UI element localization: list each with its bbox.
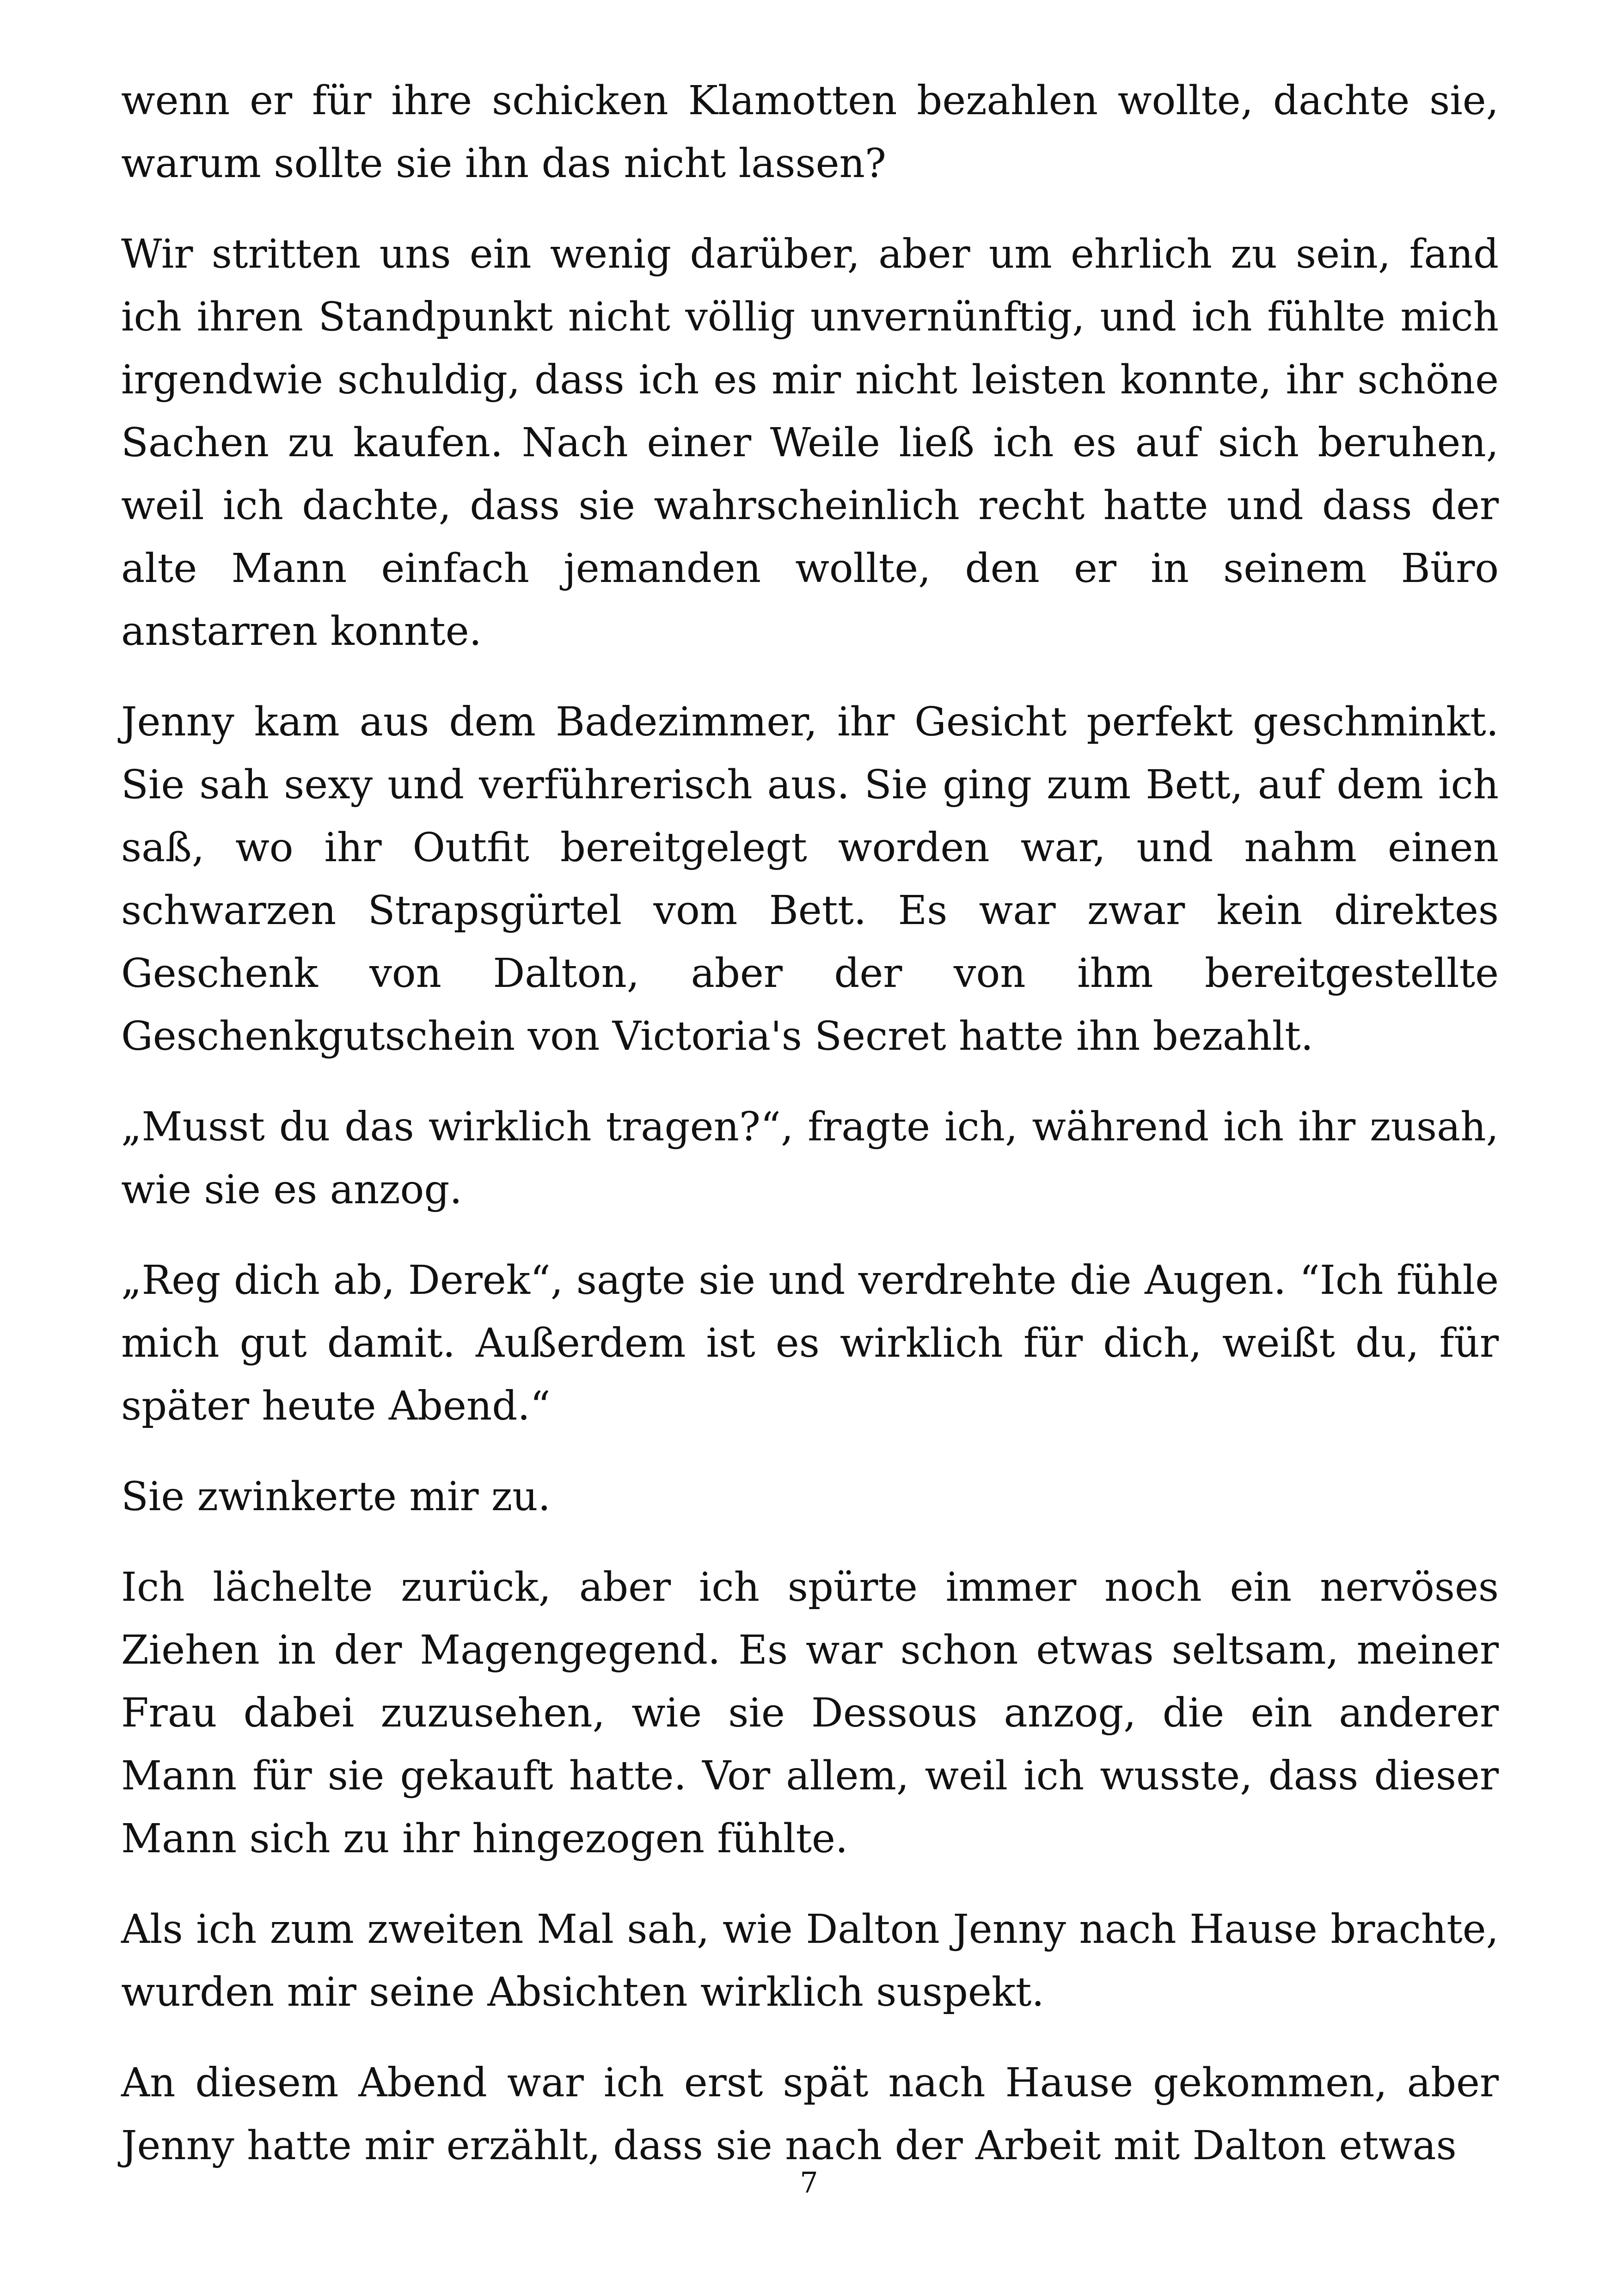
paragraph: „Reg dich ab, Derek“, sagte sie und verdrehte die Augen. “Ich fühle mich gut damit. Außerdem ist es wirklich für dich, weißt du, für später heute Abend.“ xyxy=(121,1257,1499,1429)
paragraph: Wir stritten uns ein wenig darüber, aber um ehrlich zu sein, fand ich ihren Standpunkt nicht völlig unvernünftig, und ich fühlte mich irgendwie schuldig, dass ich es mir nicht leisten konnte, ihr schöne Sachen zu kaufen. Nach einer Weile ließ ich es auf sich beruhen, weil ich dachte, dass sie wahrscheinlich recht hatte und dass der alte Mann einfach jemanden wollte, den er in seinem Büro anstarren konnte. xyxy=(121,231,1499,655)
paragraph: An diesem Abend war ich erst spät nach Hause gekommen, aber Jenny hatte mir erzählt, dass sie nach der Arbeit mit Dalton etwas xyxy=(121,2060,1499,2169)
page-number: 7 xyxy=(800,2166,818,2199)
paragraph: Sie zwinkerte mir zu. xyxy=(121,1474,551,1520)
paragraph: wenn er für ihre schicken Klamotten bezahlen wollte, dachte sie, warum sollte sie ihn das nicht lassen? xyxy=(121,78,1499,187)
paragraph: Als ich zum zweiten Mal sah, wie Dalton Jenny nach Hause brachte, wurden mir seine Absichten wirklich suspekt. xyxy=(121,1906,1499,2015)
paragraph: Ich lächelte zurück, aber ich spürte immer noch ein nervöses Ziehen in der Magengegend. Es war schon etwas seltsam, meiner Frau dabei zuzusehen, wie sie Dessous anzog, die ein anderer Mann für sie gekauft hatte. Vor allem, weil ich wusste, dass dieser Mann sich zu ihr hingezogen fühlte. xyxy=(121,1564,1499,1862)
body-text xyxy=(121,69,1499,2205)
paragraph: „Musst du das wirklich tragen?“, fragte ich, während ich ihr zusah, wie sie es anzog. xyxy=(121,1104,1499,1213)
paragraph: Jenny kam aus dem Badezimmer, ihr Gesicht perfekt geschminkt. Sie sah sexy und verführerisch aus. Sie ging zum Bett, auf dem ich saß, wo ihr Outfit bereitgelegt worden war, und nahm einen schwarzen Strapsgürtel vom Bett. Es war zwar kein direktes Geschenk von Dalton, aber der von ihm bereitgestellte Geschenkgutschein von Victoria's Secret hatte ihn bezahlt. xyxy=(121,699,1499,1059)
